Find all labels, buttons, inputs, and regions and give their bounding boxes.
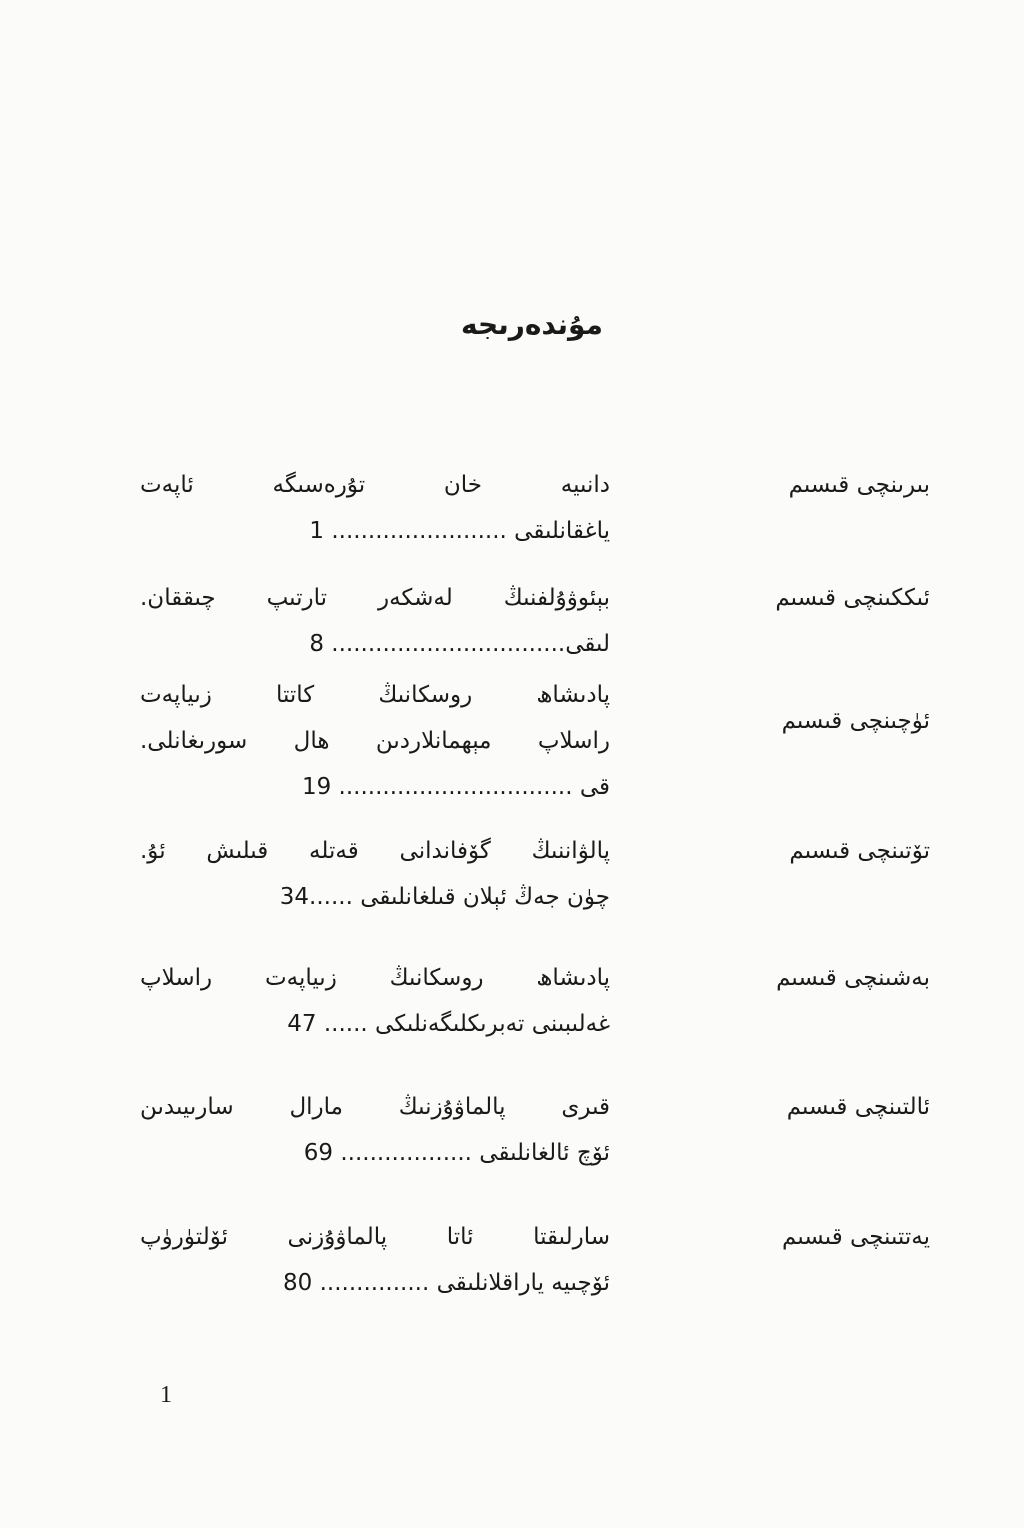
chapter-description (140, 955, 610, 1047)
chapter-label: بىرىنچى قىسىم (788, 472, 930, 498)
description-line: چۈن جەڭ ئېلان قىلغانلىقى ......34 (279, 884, 610, 910)
chapter-label: ئۈچىنچى قىسىم (781, 708, 930, 734)
description-line: لىقى................................ 8 (309, 631, 610, 657)
description-line: دانىيە خان تۇرەسىگە ئاپەت (140, 472, 610, 498)
chapter-label: تۆتىنچى قىسىم (789, 838, 930, 864)
chapter-label: يەتتىنچى قىسىم (782, 1224, 930, 1250)
description-line: ئۆچ ئالغانلىقى .................. 69 (303, 1140, 610, 1166)
chapter-description (140, 575, 610, 667)
chapter-description (140, 1214, 610, 1306)
description-line: پالۋاننىڭ گۆفاندانى قەتلە قىلىش ئۇ. (140, 838, 610, 864)
description-line: ياغقانلىقى ........................ 1 (309, 518, 610, 544)
chapter-label: بەشىنچى قىسىم (776, 965, 930, 991)
chapter-label: ئالتىنچى قىسىم (786, 1094, 930, 1120)
description-line: پادىشاھ روسكانىڭ كاتتا زىياپەت (140, 682, 610, 708)
chapter-description (140, 672, 610, 810)
description-line: پادىشاھ روسكانىڭ زىياپەت راسلاپ (140, 965, 610, 991)
page-title: مۇندەرىجە (461, 308, 603, 341)
chapter-description (140, 462, 610, 554)
description-line: راسلاپ مېھمانلاردىن ھال سورىغانلى. (140, 728, 610, 754)
description-line: قى ................................ 19 (301, 774, 610, 800)
description-line: قىرى پالماۋۇزنىڭ مارال سارىيىدىن (140, 1094, 610, 1120)
chapter-description (140, 828, 610, 920)
description-line: بېئوۋۇلفنىڭ لەشكەر تارتىپ چىققان. (140, 585, 610, 611)
page-number: 1 (160, 1382, 172, 1408)
chapter-description (140, 1084, 610, 1176)
description-line: سارلىقتا ئاتا پالماۋۇزنى ئۆلتۈرۈپ (140, 1224, 610, 1250)
description-line: ئۆچىيە ياراقلانلىقى ............... 80 (283, 1270, 610, 1296)
description-line: غەلىبىنى تەبرىكلىگەنلىكى ...... 47 (287, 1011, 610, 1037)
chapter-label: ئىككىنچى قىسىم (775, 585, 930, 611)
